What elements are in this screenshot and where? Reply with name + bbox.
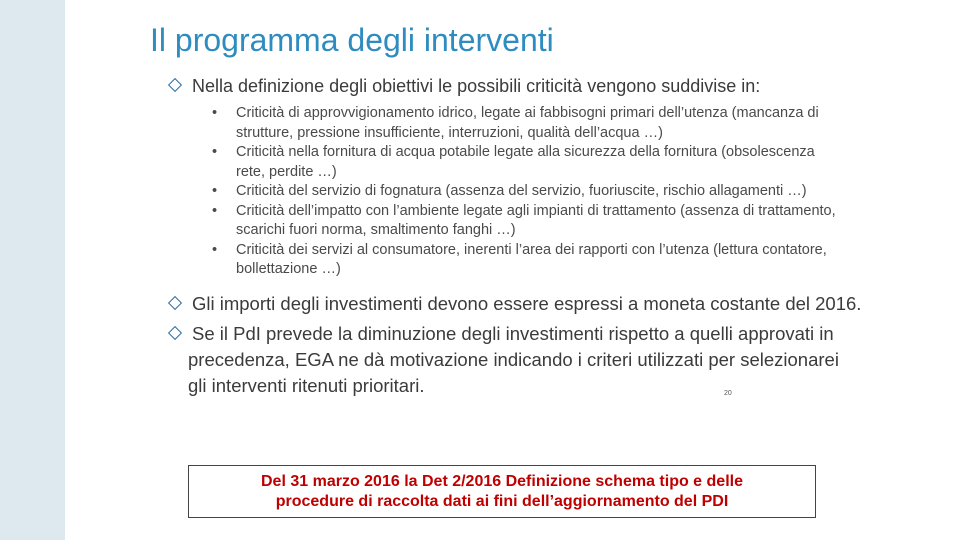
reference-box-line1: Del 31 marzo 2016 la Det 2/2016 Definizione schema tipo e delle — [261, 472, 743, 490]
list-item-line1: Criticità del servizio di fognatura (assenza del servizio, fuoriuscite, rischio allagamenti …) — [236, 183, 807, 199]
list-item-line1: Criticità dei servizi al consumatore, inerenti l’area dei rapporti con l’utenza (lettura contatore, — [236, 241, 827, 258]
list-item-line2: scarichi fuori norma, smaltimento fanghi …) — [236, 222, 516, 238]
reference-box-line2: procedure di raccolta dati ai fini dell’aggiornamento del PDI — [275, 492, 729, 510]
diamond-bullet-icon — [168, 296, 182, 310]
page-number: 20 — [724, 390, 732, 397]
list-item — [212, 202, 836, 241]
slide-title: Il programma degli interventi — [150, 22, 554, 58]
list-item-line2: strutture, pressione insufficiente, interruzioni, qualità dell’acqua …) — [236, 124, 663, 141]
diamond-bullet-icon — [168, 78, 182, 92]
point-importi — [170, 293, 861, 315]
point-pdi-line1: Se il PdI prevede la diminuzione degli investimenti rispetto a quelli approvati in — [192, 323, 834, 344]
list-item — [212, 104, 836, 143]
diamond-bullet-icon — [168, 326, 182, 340]
list-item — [212, 143, 836, 182]
bullet-icon: • — [212, 183, 218, 199]
point-definizione — [170, 76, 760, 97]
bullet-icon: • — [212, 241, 218, 258]
list-item — [212, 182, 836, 202]
criticita-list — [212, 104, 836, 280]
point-pdi-line2: precedenza, EGA ne dà motivazione indicando i criteri utilizzati per selezionarei — [188, 349, 839, 370]
bullet-icon: • — [212, 202, 218, 219]
point-importi-text: Gli importi degli investimenti devono essere espressi a moneta costante del 2016. — [192, 293, 862, 314]
point-pdi — [170, 321, 839, 399]
list-item-line1: Criticità nella fornitura di acqua potabile legate alla sicurezza della fornitura (obsolescenza — [236, 144, 815, 160]
sidebar-band — [0, 0, 65, 540]
point-pdi-line3: gli interventi ritenuti prioritari. — [188, 375, 425, 396]
reference-box — [188, 465, 816, 518]
list-item-line2: bollettazione …) — [236, 261, 341, 277]
bullet-icon: • — [212, 144, 218, 160]
list-item-line1: Criticità dell’impatto con l’ambiente legate agli impianti di trattamento (assenza di trattamento, — [236, 202, 836, 219]
point-definizione-text: Nella definizione degli obiettivi le possibili criticità vengono suddivise in: — [192, 76, 761, 96]
list-item-line2: rete, perdite …) — [236, 163, 337, 180]
bullet-icon: • — [212, 105, 218, 121]
list-item-line1: Criticità di approvvigionamento idrico, legate ai fabbisogni primari dell’utenza (mancanza di — [236, 105, 819, 121]
